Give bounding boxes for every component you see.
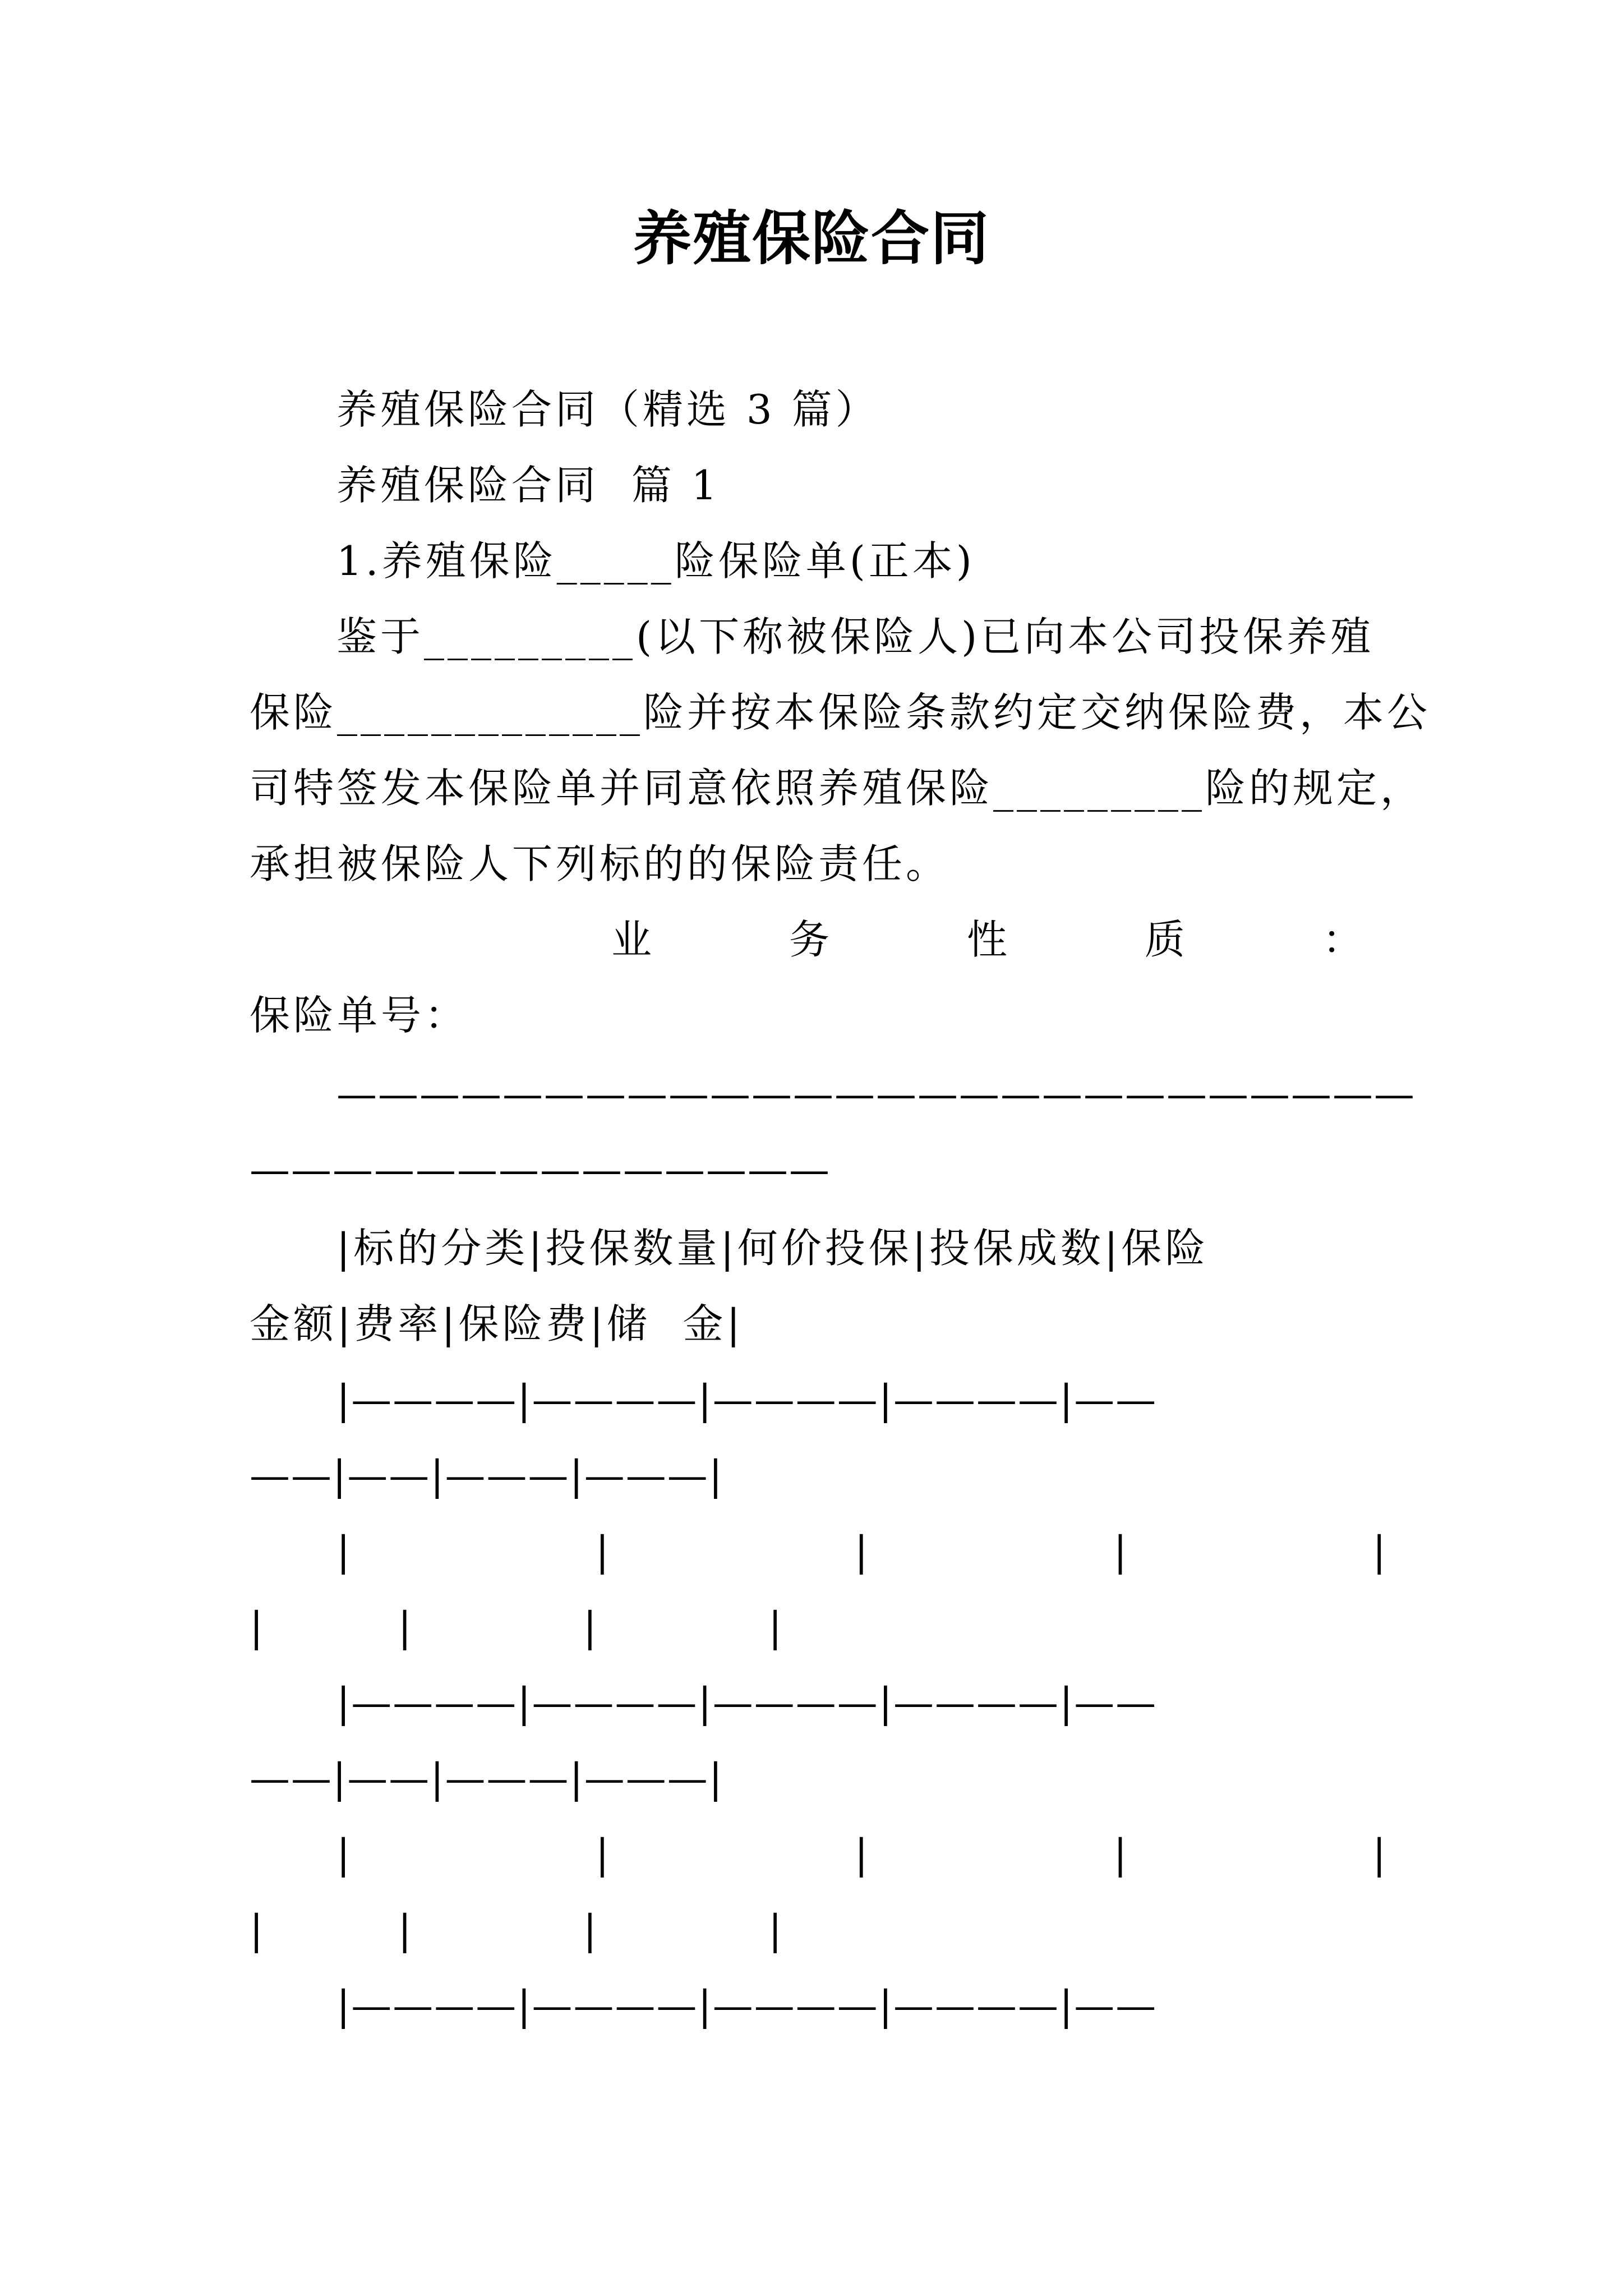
body-paragraph-line: 承担被保险人下列标的的保险责任。	[250, 840, 950, 887]
body-paragraph-line: 鉴于_________(以下称被保险人)已向本公司投保养殖	[336, 613, 1375, 660]
business-nature-char: ：	[1322, 916, 1363, 963]
table-rule-row: ——|——|———|———|	[250, 1452, 724, 1499]
table-empty-row: | | | | |	[336, 1527, 1392, 1575]
table-rule-row: |————|————|————|————|——	[336, 1376, 1158, 1423]
table-header-row: 金额|费率|保险费|储 金|	[250, 1300, 744, 1347]
table-rule-row: |————|————|————|————|——	[336, 1982, 1158, 2029]
policy-heading: 1.养殖保险_____险保险单(正本)	[336, 537, 975, 585]
business-nature-char: 业	[611, 916, 652, 963]
separator-line: ——————————————	[250, 1146, 831, 1193]
table-empty-row: | | | | |	[336, 1830, 1392, 1878]
business-nature-char: 质	[1144, 916, 1185, 963]
business-nature-char: 务	[789, 916, 829, 963]
separator-line: ——————————————————————————	[336, 1070, 1415, 1117]
table-rule-row: ——|——|———|———|	[250, 1755, 724, 1802]
document-title: 养殖保险合同	[633, 204, 990, 273]
section-heading: 养殖保险合同 篇 1	[336, 462, 721, 509]
body-paragraph-line: 司特签发本保险单并同意依照养殖保险_________险的规定，	[250, 765, 1424, 812]
table-empty-row: | | | |	[250, 1906, 788, 1953]
body-paragraph-line: 保险_____________险并按本保险条款约定交纳保险费，本公	[250, 689, 1431, 736]
table-empty-row: | | | |	[250, 1603, 788, 1650]
table-rule-row: |————|————|————|————|——	[336, 1679, 1158, 1726]
policy-number-label: 保险单号：	[250, 992, 469, 1039]
business-nature-row	[611, 912, 1363, 968]
table-header-row: |标的分类|投保数量|何价投保|投保成数|保险	[336, 1225, 1209, 1272]
business-nature-char: 性	[966, 916, 1007, 963]
subtitle-selection: 养殖保险合同（精选 3 篇）	[336, 386, 879, 433]
